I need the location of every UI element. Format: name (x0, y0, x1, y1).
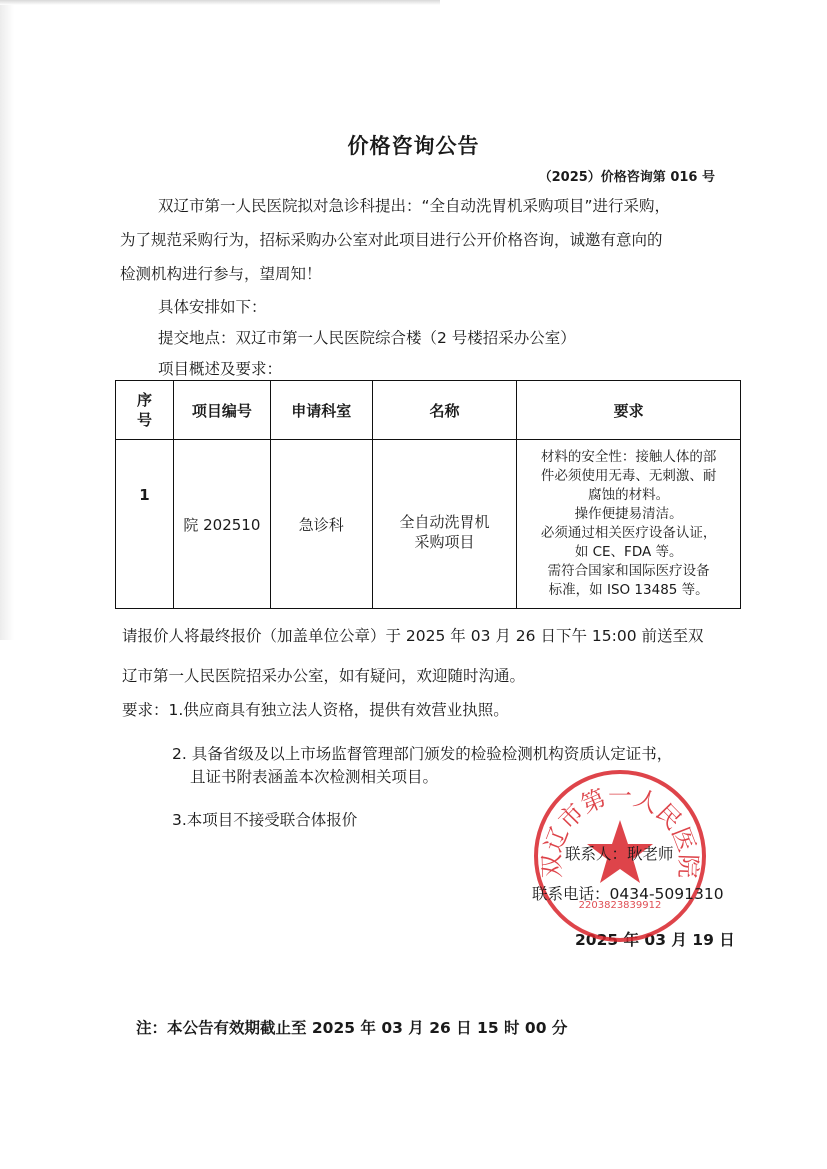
requirement-line: 件必须使用无毒、无刺激、耐 (540, 468, 717, 484)
validity-note: 注：本公告有效期截止至 2025 年 03 月 26 日 15 时 00 分 (136, 1019, 568, 1037)
requirement-line: 腐蚀的材料。 (588, 487, 670, 503)
seal-text: 双辽市第一人民医院 (537, 782, 703, 879)
page-title: 价格咨询公告 (347, 134, 480, 158)
cell-name (372, 440, 517, 609)
cell-index: 1 (116, 440, 174, 609)
requirement-line: 材料的安全性：接触人体的部 (540, 449, 717, 465)
requirement-line: 必须通过相关医疗设备认证， (540, 525, 717, 541)
scan-top-strip (0, 0, 440, 5)
requirement-item-3: 3.本项目不接受联合体报价 (172, 811, 358, 829)
submission-line-2: 辽市第一人民医院招采办公室，如有疑问，欢迎随时沟通。 (122, 667, 526, 685)
cell-project-no: 院 202510 (173, 440, 270, 609)
table-row (116, 440, 741, 609)
requirement-item-2-line-2: 且证书附表涵盖本次检测相关项目。 (190, 768, 439, 786)
project-table (115, 380, 741, 609)
header-name: 名称 (372, 381, 517, 440)
header-project-no: 项目编号 (173, 381, 270, 440)
requirement-line: 需符合国家和国际医疗设备 (547, 563, 710, 579)
cell-requirement (517, 440, 741, 609)
header-requirement: 要求 (517, 381, 741, 440)
contact-phone: 联系电话：0434-5091310 (532, 885, 724, 903)
intro-line-1: 双辽市第一人民医院拟对急诊科提出：“全自动洗胃机采购项目”进行采购， (158, 197, 671, 215)
requirement-line: 标准，如 ISO 13485 等。 (548, 582, 709, 598)
announcement-date: 2025 年 03 月 19 日 (575, 931, 735, 949)
arrangement-label: 具体安排如下： (158, 298, 267, 316)
submission-line-1: 请报价人将最终报价（加盖单位公章）于 2025 年 03 月 26 日下午 15:00 前送至双 (122, 627, 704, 645)
submission-location: 提交地点：双辽市第一人民医院综合楼（2 号楼招采办公室） (158, 329, 576, 347)
intro-line-3: 检测机构进行参与，望周知！ (120, 265, 322, 283)
cell-department: 急诊科 (270, 440, 372, 609)
doc-number: （2025）价格咨询第 016 号 (538, 170, 715, 185)
header-index: 序号 (116, 381, 174, 440)
requirement-item-2-line-1: 2. 具备省级及以上市场监督管理部门颁发的检验检测机构资质认定证书， (172, 745, 673, 763)
name-line-2: 采购项目 (414, 533, 475, 551)
name-line-1: 全自动洗胃机 (399, 513, 490, 531)
table-header-row (116, 381, 741, 440)
requirement-item-1: 要求：1.供应商具有独立法人资格，提供有效营业执照。 (122, 701, 509, 719)
scan-edge-shadow (0, 0, 14, 640)
requirement-line: 如 CE、FDA 等。 (574, 544, 683, 560)
requirement-line: 操作便捷易清洁。 (574, 506, 683, 522)
header-department: 申请科室 (270, 381, 372, 440)
intro-line-2: 为了规范采购行为，招标采购办公室对此项目进行公开价格咨询，诚邀有意向的 (120, 231, 663, 249)
contact-person: 联系人：耿老师 (565, 845, 674, 863)
overview-label: 项目概述及要求： (158, 360, 283, 378)
seal-code: 2203823839912 (578, 900, 662, 911)
